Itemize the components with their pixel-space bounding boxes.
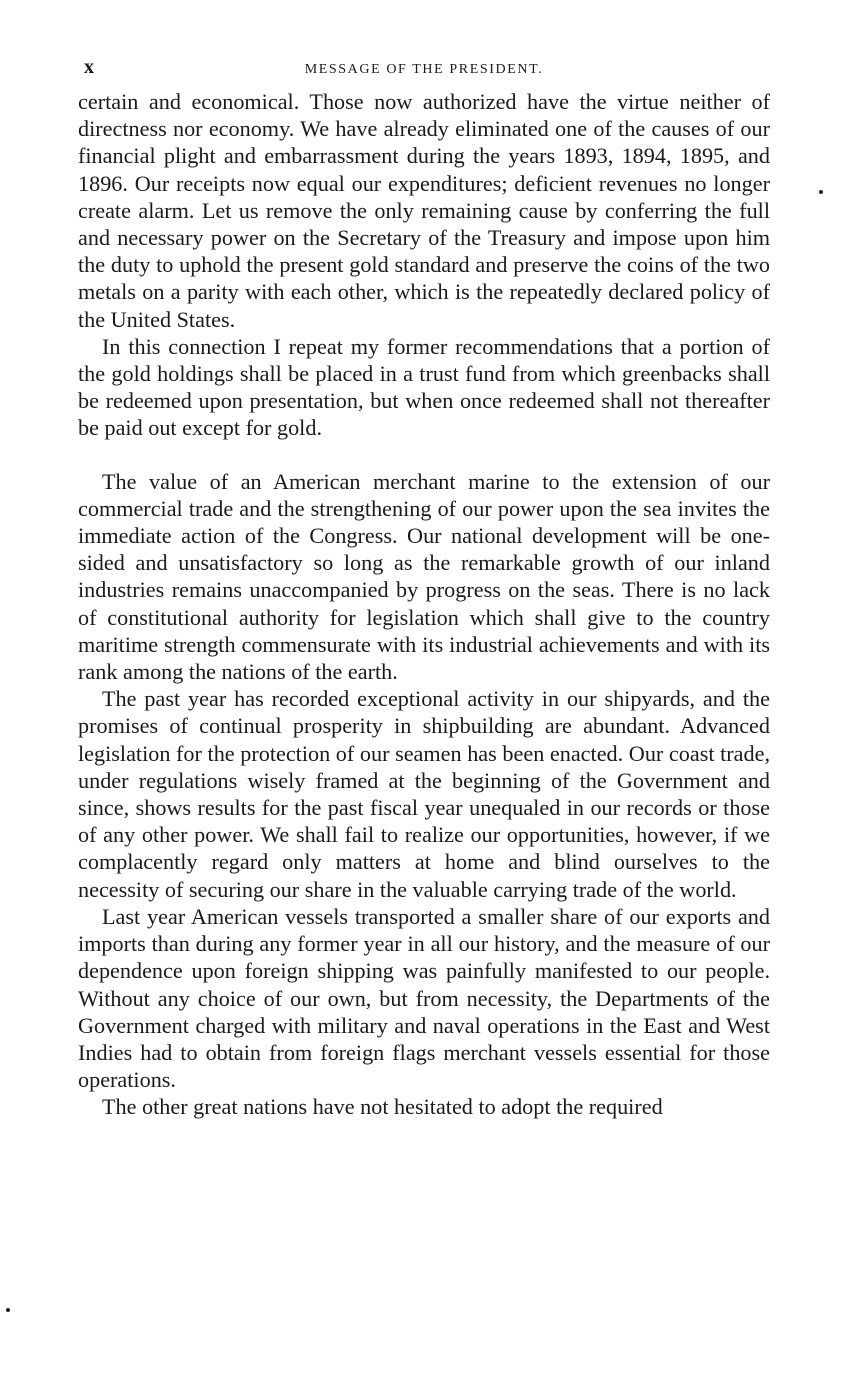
document-page bbox=[78, 56, 770, 1121]
paragraph-continued: certain and economical. Those now authorized have the virtue neither of directness nor economy. We have already eliminated one of the causes of our financial plight and embarrassment during the years 1893, 1894, 1895, and 1896. Our receipts now equal our expenditures; deficient revenues no longer create alarm. Let us remove the only remaining cause by conferring the full and necessary power on the Secretary of the Treasury and impose upon him the duty to uphold the present gold standard and preserve the coins of the two metals on a parity with each other, which is the repeatedly declared policy of the United States. bbox=[78, 89, 770, 332]
ink-speck bbox=[819, 190, 823, 194]
running-head bbox=[78, 56, 770, 88]
paragraph-other-nations: The other great nations have not hesitated to adopt the required bbox=[102, 1094, 663, 1120]
section-divider-space bbox=[78, 442, 770, 468]
paragraph-merchant-marine: The value of an American merchant marine to the extension of our commercial trade and the strengthening of our power upon the sea invites the immediate action of the Congress. Our national development will be one-sided and unsatisfactory so long as the remarkable growth of our inland industries remains unaccompanied by progress on the seas. There is no lack of constitutional authority for legislation which shall give to the country maritime strength commensurate with its industrial achievements and with its rank among the nations of the earth. bbox=[78, 468, 770, 685]
paragraph-shipyards: The past year has recorded exceptional activity in our shipyards, and the promises of continual prosperity in shipbuilding are abundant. Advanced legislation for the protection of our seamen has been enacted. Our coast trade, under regulations wisely framed at the beginning of the Government and since, shows results for the past fiscal year unequaled in our records or those of any other power. We shall fail to realize our opportunities, however, if we complacently regard only matters at home and blind ourselves to the necessity of securing our share in the valuable carrying trade of the world. bbox=[78, 686, 770, 902]
paragraph-trust-fund: In this connection I repeat my former recommendations that a portion of the gold holdings shall be placed in a trust fund from which greenbacks shall be redeemed upon presentation, but when once redeemed shall not thereafter be paid out except for gold. bbox=[78, 333, 770, 441]
page-number: x bbox=[84, 56, 94, 78]
ink-speck bbox=[6, 1308, 10, 1312]
body-text bbox=[78, 88, 770, 1121]
paragraph-vessels: Last year American vessels transported a smaller share of our exports and imports than during any former year in all our history, and the measure of our dependence upon foreign shipping was painfully manifested to our people. Without any choice of our own, but from necessity, the Departments of the Government charged with military and naval operations in the East and West Indies had to obtain from foreign flags merchant vessels essential for those operations. bbox=[78, 903, 770, 1093]
running-head-title: MESSAGE OF THE PRESIDENT. bbox=[304, 62, 544, 77]
